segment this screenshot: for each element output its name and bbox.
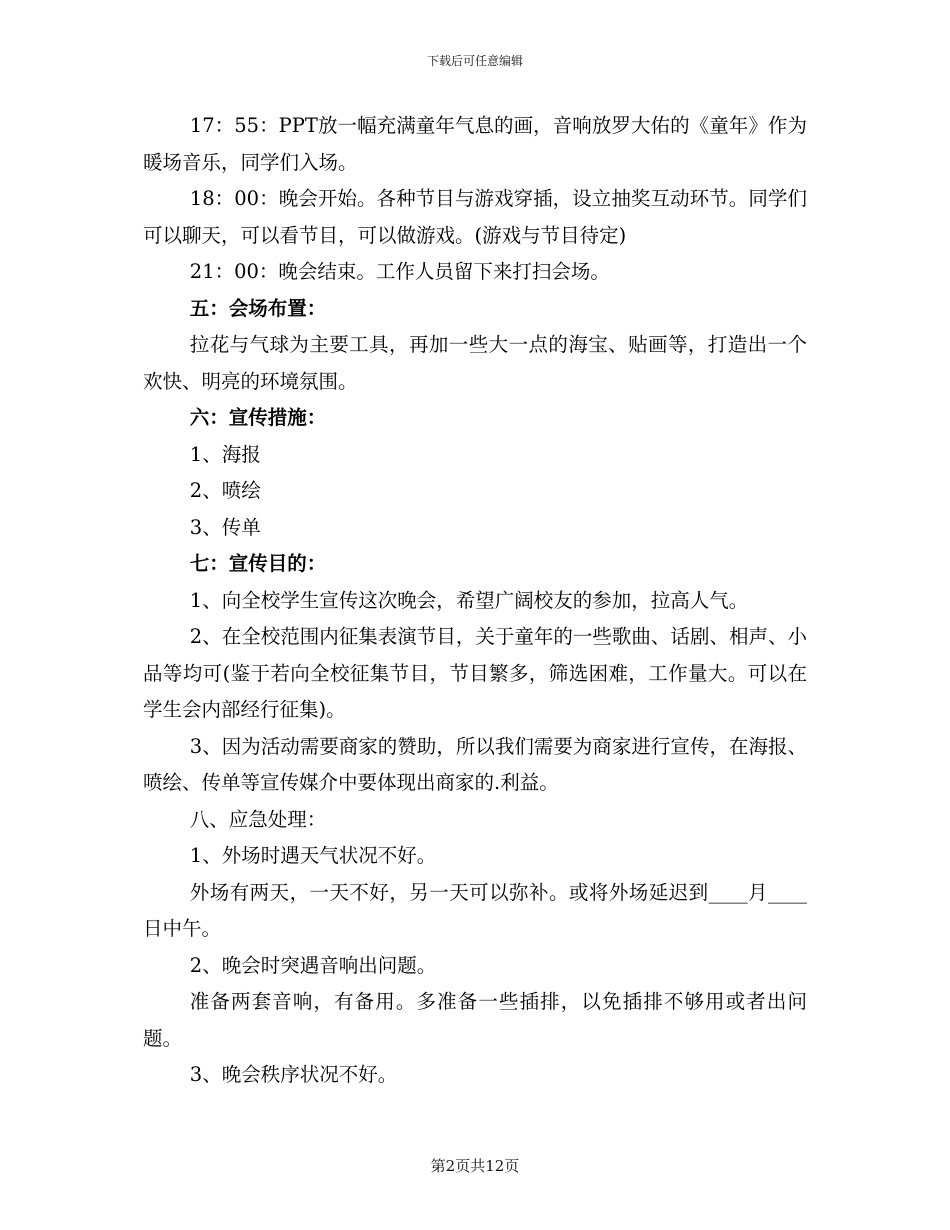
paragraph-timeline-1755: 17：55：PPT放一幅充满童年气息的画，音响放罗大佑的《童年》作为暖场音乐，同学们入场。 (143, 114, 807, 174)
paragraph-emergency-3: 3、晚会秩序状况不好。 (189, 1063, 398, 1086)
paragraph-purpose-2: 2、在全校范围内征集表演节目，关于童年的一些歌曲、话剧、相声、小品等均可(鉴于若向全校征集节目，节目繁多，筛选困难，工作量大。可以在学生会内部经行征集)。 (143, 625, 807, 721)
section-heading-purpose: 七：宣传目的： (189, 552, 327, 575)
paragraph-emergency-1: 1、外场时遇天气状况不好。 (189, 844, 437, 867)
paragraph-timeline-2100: 21：00：晚会结束。工作人员留下来打扫会场。 (189, 260, 610, 283)
list-item-banner: 2、喷绘 (189, 479, 261, 502)
section-heading-publicity: 六：宣传措施： (189, 406, 327, 429)
paragraph-timeline-1800: 18：00：晚会开始。各种节目与游戏穿插，设立抽奖互动环节。同学们可以聊天，可以看节目，可以做游戏。(游戏与节目待定) (143, 187, 807, 247)
page-footer: 第2页共12页 (430, 1157, 520, 1175)
section-heading-venue: 五：会场布置： (189, 296, 327, 320)
paragraph-venue: 拉花与气球为主要工具，再加一些大一点的海宝、贴画等，打造出一个欢快、明亮的环境氛围。 (143, 333, 807, 393)
section-heading-emergency: 八、应急处理： (189, 807, 327, 831)
paragraph-emergency-2-detail: 准备两套音响，有备用。多准备一些插排，以免插排不够用或者出问题。 (143, 990, 807, 1050)
list-item-poster: 1、海报 (189, 442, 261, 466)
paragraph-emergency-2: 2、晚会时突遇音响出问题。 (189, 953, 437, 977)
document-body (143, 108, 807, 1094)
paragraph-purpose-1: 1、向全校学生宣传这次晚会，希望广阔校友的参加，拉高人气。 (189, 588, 749, 612)
paragraph-purpose-3: 3、因为活动需要商家的赞助，所以我们需要为商家进行宣传，在海报、喷绘、传单等宣传媒介中要体现出商家的.利益。 (143, 734, 807, 794)
page-header: 下载后可任意编辑 (426, 54, 523, 68)
paragraph-emergency-1-detail: 外场有两天，一天不好，另一天可以弥补。或将外场延迟到____月____日中午。 (143, 880, 807, 940)
list-item-flyer: 3、传单 (189, 515, 261, 539)
